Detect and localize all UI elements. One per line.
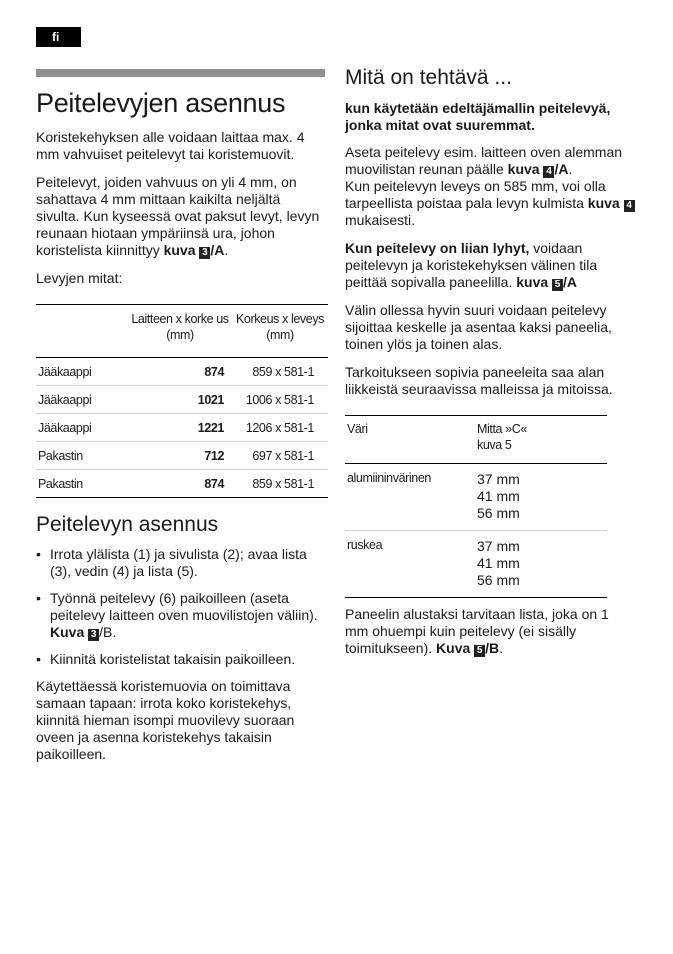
- right-column: [345, 65, 635, 668]
- table-row: [345, 464, 607, 531]
- appliance-name: Jääkaappi: [36, 358, 128, 386]
- section-title: Peitelevyjen asennus: [36, 88, 286, 118]
- panel-size: 1006 x 581-1: [232, 386, 328, 414]
- appliance-name: Jääkaappi: [36, 414, 128, 442]
- table-header-size: Korkeus x leveys (mm): [232, 305, 328, 358]
- paragraph-text: Peitelevyt, joiden vahvuus on yli 4 mm, on sahattava 4 mm mittaan kaikilta neljältä sivulta. Kun kyseessä ovat paksut levyt, levyn reunaan hiotaan ympäriinsä ura, johon koristelista kiinnittyy: [36, 174, 320, 258]
- section-bar: [36, 69, 325, 77]
- appliance-height: 1021: [128, 386, 232, 414]
- figure-ref-label: Kuva: [436, 640, 471, 656]
- table-header-empty: [36, 305, 128, 358]
- paragraph-text: Aseta peitelevy esim. laitteen oven alemman muovilistan reunan päälle: [345, 144, 623, 177]
- list-item: [36, 546, 325, 580]
- table-row: [36, 442, 328, 470]
- paragraph-thick-panels: [36, 174, 325, 259]
- paragraph-panel-base: [345, 606, 635, 657]
- panel-measures: [475, 464, 607, 531]
- measure-value: 37 mm: [477, 471, 520, 487]
- appliance-height: 712: [128, 442, 232, 470]
- table-row: [36, 470, 328, 498]
- figure-number-badge: 3: [88, 629, 99, 641]
- paragraph-max-thickness: Koristekehyksen alle voidaan laittaa max. 4 mm vahvuiset peitelevyt tai koristemuovit.: [36, 129, 305, 162]
- dimensions-table: [36, 304, 328, 498]
- table-row: [345, 531, 607, 598]
- appliance-height: 1221: [128, 414, 232, 442]
- right-section-subtitle: kun käytetään edeltäjämallin peitelevyä, jonka mitat ovat suuremmat.: [345, 100, 611, 133]
- paragraph-large-gap: Välin ollessa hyvin suuri voidaan peitelevy sijoittaa keskelle ja asentaa kaksi paneelia, toinen ylös ja toinen alas.: [345, 302, 612, 352]
- paragraph-too-short: [345, 240, 635, 291]
- appliance-name: Pakastin: [36, 442, 128, 470]
- paragraph-place-panel: [345, 144, 635, 229]
- instruction-list: [36, 546, 325, 668]
- measure-value: 56 mm: [477, 505, 520, 521]
- header-measure-line-1: Mitta »C«: [477, 422, 527, 436]
- paragraph-text: voidaan peitelevyn ja koristekehyksen välinen tila peittää sopivalla paneelilla.: [345, 240, 598, 290]
- figure-ref-suffix: /A: [554, 161, 569, 177]
- bullet-icon: •: [36, 651, 41, 667]
- panel-size: 859 x 581-1: [232, 470, 328, 498]
- figure-ref-label: Kuva: [50, 624, 85, 640]
- subsection-title: Peitelevyn asennus: [36, 513, 219, 536]
- figure-number-badge: 4: [624, 200, 635, 212]
- measure-value: 56 mm: [477, 572, 520, 588]
- paragraph-text: mukaisesti.: [345, 212, 416, 228]
- appliance-name: Pakastin: [36, 470, 128, 498]
- measure-value: 41 mm: [477, 488, 520, 504]
- figure-ref-label: kuva: [587, 195, 620, 211]
- figure-ref-label: kuva: [507, 161, 540, 177]
- panel-color: alumiininvärinen: [345, 464, 475, 531]
- period: .: [499, 640, 504, 656]
- bold-lead: Kun peitelevy on liian lyhyt,: [345, 240, 530, 256]
- paragraph-decorative-plastic: Käytettäessä koristemuovia on toimittava samaan tapaan: irrota koko koristekehys, kiinnitä hieman isompi muovilevy suoraan oveen ja asenna koristekehys takaisin paikoilleen.: [36, 678, 295, 762]
- paragraph-dimensions-label: Levyjen mitat:: [36, 270, 123, 286]
- appliance-height: 874: [128, 470, 232, 498]
- period: .: [568, 161, 573, 177]
- table-row: [36, 414, 328, 442]
- table-header-row: [345, 416, 607, 464]
- figure-ref-label: kuva: [516, 274, 549, 290]
- bullet-icon: •: [36, 546, 41, 562]
- list-item-text: Työnnä peitelevy (6) paikoilleen (aseta peitelevy laitteen oven muovilistojen väliin).: [50, 590, 318, 623]
- table-header-measure: [475, 416, 607, 464]
- list-item-text: Kiinnitä koristelistat takaisin paikoilleen.: [50, 651, 296, 667]
- figure-ref-suffix: /B: [485, 640, 500, 656]
- table-header-row: [36, 305, 328, 358]
- panel-colors-table: [345, 415, 607, 598]
- header-measure-line-2: kuva 5: [477, 438, 512, 452]
- panel-color: ruskea: [345, 531, 475, 598]
- right-section-title: Mitä on tehtävä ...: [345, 66, 512, 89]
- table-header-height: Laitteen x korke us (mm): [128, 305, 232, 358]
- figure-number-badge: 5: [474, 645, 485, 657]
- panel-measures: [475, 531, 607, 598]
- figure-ref-suffix: /B.: [99, 624, 117, 640]
- figure-ref-suffix: /A: [563, 274, 578, 290]
- table-header-color: Väri: [345, 416, 475, 464]
- list-item-text: Irrota ylälista (1) ja sivulista (2); avaa lista (3), vedin (4) ja lista (5).: [50, 546, 307, 579]
- table-row: [36, 358, 328, 386]
- bullet-icon: •: [36, 590, 41, 606]
- figure-number-badge: 4: [543, 166, 554, 178]
- panel-size: 697 x 581-1: [232, 442, 328, 470]
- list-item: [36, 590, 325, 641]
- left-column: [36, 69, 325, 774]
- figure-number-badge: 3: [199, 247, 210, 259]
- paragraph-text: Kun peitelevyn leveys on 585 mm, voi olla tarpeellista poistaa pala levyn kulmista: [345, 178, 606, 211]
- language-tab: fi: [36, 27, 81, 47]
- paragraph-panels-available: Tarkoitukseen sopivia paneeleita saa alan liikkeistä seuraavissa malleissa ja mitoissa.: [345, 364, 613, 397]
- figure-ref-label: kuva: [163, 242, 196, 258]
- panel-size: 859 x 581-1: [232, 358, 328, 386]
- period: .: [224, 242, 229, 258]
- figure-ref-suffix: /A: [210, 242, 225, 258]
- measure-value: 37 mm: [477, 538, 520, 554]
- measure-value: 41 mm: [477, 555, 520, 571]
- appliance-name: Jääkaappi: [36, 386, 128, 414]
- list-item: [36, 651, 325, 668]
- figure-number-badge: 5: [552, 279, 563, 291]
- table-row: [36, 386, 328, 414]
- appliance-height: 874: [128, 358, 232, 386]
- paragraph-text: Paneelin alustaksi tarvitaan lista, joka on 1 mm ohuempi kuin peitelevy (ei sisälly toimitukseen).: [345, 606, 609, 656]
- panel-size: 1206 x 581-1: [232, 414, 328, 442]
